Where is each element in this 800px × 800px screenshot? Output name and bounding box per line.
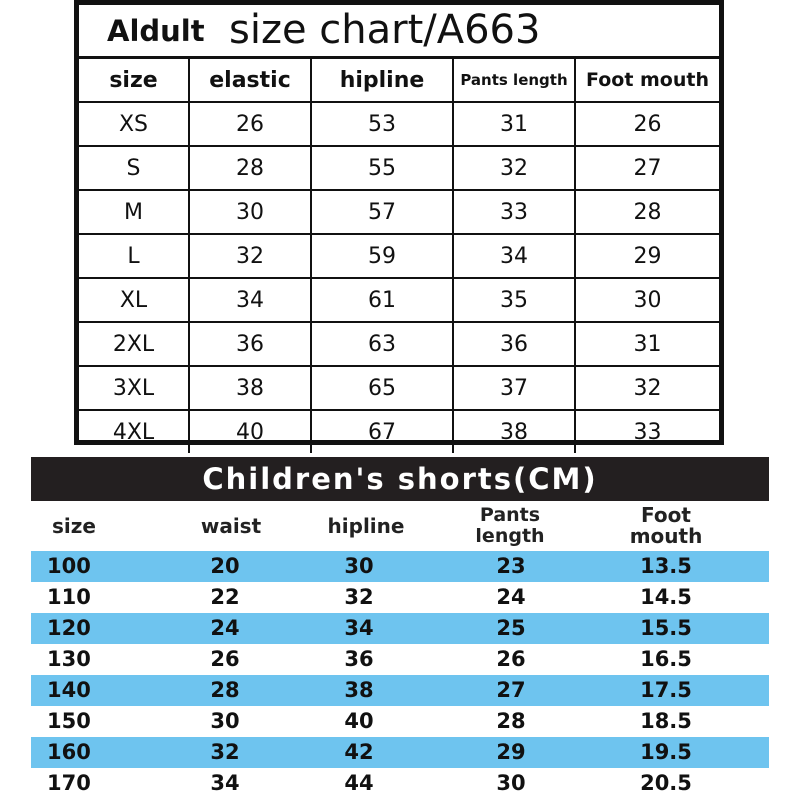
- adult-cell-hipline: 55: [311, 146, 453, 190]
- children-cell-hipline: 30: [344, 554, 374, 578]
- adult-cell-foot-mouth: 27: [575, 146, 719, 190]
- adult-title-label: Aldult: [107, 14, 205, 48]
- adult-cell-elastic: 32: [189, 234, 311, 278]
- adult-cell-pants-length: 34: [453, 234, 575, 278]
- children-chart-title: Children's shorts(CM): [31, 457, 769, 501]
- adult-cell-size: 2XL: [79, 322, 189, 366]
- adult-cell-pants-length: 32: [453, 146, 575, 190]
- adult-cell-foot-mouth: 33: [575, 410, 719, 453]
- children-size-table: [31, 551, 769, 799]
- children-header-row: [31, 501, 769, 551]
- children-cell-hipline: 38: [344, 678, 374, 702]
- adult-cell-foot-mouth: 29: [575, 234, 719, 278]
- adult-cell-foot-mouth: 31: [575, 322, 719, 366]
- adult-cell-foot-mouth: 30: [575, 278, 719, 322]
- table-row: [79, 234, 719, 278]
- table-row: [31, 551, 769, 582]
- children-cell-size: 160: [47, 740, 91, 764]
- table-row: [31, 737, 769, 768]
- table-row: [79, 146, 719, 190]
- adult-cell-elastic: 38: [189, 366, 311, 410]
- children-cell-waist: 22: [210, 585, 240, 609]
- children-cell-waist: 34: [210, 771, 240, 795]
- children-cell-waist: 32: [210, 740, 240, 764]
- adult-cell-pants-length: 38: [453, 410, 575, 453]
- children-cell-size: 140: [47, 678, 91, 702]
- adult-header-pants-length: Pants length: [453, 59, 575, 102]
- adult-cell-elastic: 28: [189, 146, 311, 190]
- adult-cell-size: XL: [79, 278, 189, 322]
- adult-cell-pants-length: 36: [453, 322, 575, 366]
- adult-size-table: [79, 59, 719, 453]
- adult-cell-hipline: 63: [311, 322, 453, 366]
- children-cell-hipline: 34: [344, 616, 374, 640]
- adult-chart-title: [79, 5, 719, 59]
- table-row: [31, 613, 769, 644]
- adult-cell-size: S: [79, 146, 189, 190]
- adult-cell-hipline: 67: [311, 410, 453, 453]
- adult-cell-foot-mouth: 32: [575, 366, 719, 410]
- adult-cell-elastic: 40: [189, 410, 311, 453]
- children-cell-waist: 26: [210, 647, 240, 671]
- children-cell-pants-length: 28: [496, 709, 526, 733]
- adult-cell-size: M: [79, 190, 189, 234]
- children-cell-size: 120: [47, 616, 91, 640]
- adult-cell-hipline: 53: [311, 102, 453, 146]
- table-row: [79, 366, 719, 410]
- adult-cell-foot-mouth: 28: [575, 190, 719, 234]
- children-cell-waist: 24: [210, 616, 240, 640]
- table-row: [31, 582, 769, 613]
- children-header-hipline: hipline: [327, 513, 405, 538]
- adult-cell-size: 4XL: [79, 410, 189, 453]
- children-cell-foot-mouth: 13.5: [640, 554, 692, 578]
- children-cell-hipline: 40: [344, 709, 374, 733]
- children-cell-pants-length: 26: [496, 647, 526, 671]
- table-row: [31, 644, 769, 675]
- children-cell-foot-mouth: 20.5: [640, 771, 692, 795]
- children-header-waist: waist: [200, 513, 262, 538]
- adult-cell-elastic: 36: [189, 322, 311, 366]
- children-cell-hipline: 36: [344, 647, 374, 671]
- children-header-foot-mouth-line1: Foot: [641, 503, 691, 527]
- adult-header-size: size: [79, 59, 189, 102]
- children-cell-waist: 28: [210, 678, 240, 702]
- adult-cell-size: L: [79, 234, 189, 278]
- children-cell-hipline: 44: [344, 771, 374, 795]
- children-cell-hipline: 32: [344, 585, 374, 609]
- adult-title-model: size chart/A663: [229, 7, 541, 53]
- children-header-pants-length-line2: length: [475, 525, 545, 547]
- children-header-foot-mouth-line2: mouth: [629, 524, 703, 548]
- children-cell-size: 170: [47, 771, 91, 795]
- children-cell-size: 150: [47, 709, 91, 733]
- children-cell-foot-mouth: 16.5: [640, 647, 692, 671]
- adult-cell-size: 3XL: [79, 366, 189, 410]
- adult-cell-pants-length: 37: [453, 366, 575, 410]
- children-cell-pants-length: 23: [496, 554, 526, 578]
- table-row: [79, 410, 719, 453]
- children-cell-foot-mouth: 15.5: [640, 616, 692, 640]
- children-cell-foot-mouth: 17.5: [640, 678, 692, 702]
- adult-header-row: [79, 59, 719, 102]
- children-header-size: size: [52, 513, 96, 538]
- children-header-foot-mouth: [591, 501, 741, 551]
- table-row: [31, 768, 769, 799]
- adult-cell-pants-length: 35: [453, 278, 575, 322]
- adult-cell-elastic: 34: [189, 278, 311, 322]
- adult-cell-pants-length: 31: [453, 102, 575, 146]
- children-cell-foot-mouth: 18.5: [640, 709, 692, 733]
- adult-cell-hipline: 65: [311, 366, 453, 410]
- children-cell-size: 100: [47, 554, 91, 578]
- adult-cell-hipline: 61: [311, 278, 453, 322]
- table-row: [79, 278, 719, 322]
- adult-cell-elastic: 30: [189, 190, 311, 234]
- adult-cell-hipline: 59: [311, 234, 453, 278]
- adult-cell-foot-mouth: 26: [575, 102, 719, 146]
- children-cell-pants-length: 27: [496, 678, 526, 702]
- table-row: [79, 102, 719, 146]
- adult-header-elastic: elastic: [189, 59, 311, 102]
- adult-cell-elastic: 26: [189, 102, 311, 146]
- table-row: [79, 190, 719, 234]
- children-cell-pants-length: 25: [496, 616, 526, 640]
- children-header-pants-length: [435, 501, 585, 551]
- children-cell-pants-length: 24: [496, 585, 526, 609]
- children-header-pants-length-line1: Pants: [479, 504, 541, 526]
- adult-size-chart: [74, 0, 724, 445]
- children-cell-size: 110: [47, 585, 91, 609]
- children-cell-pants-length: 30: [496, 771, 526, 795]
- children-cell-hipline: 42: [344, 740, 374, 764]
- children-cell-waist: 20: [210, 554, 240, 578]
- adult-header-foot-mouth: Foot mouth: [575, 59, 719, 102]
- table-row: [31, 706, 769, 737]
- children-cell-waist: 30: [210, 709, 240, 733]
- adult-cell-hipline: 57: [311, 190, 453, 234]
- table-row: [79, 322, 719, 366]
- adult-header-hipline: hipline: [311, 59, 453, 102]
- children-cell-size: 130: [47, 647, 91, 671]
- table-row: [31, 675, 769, 706]
- children-cell-foot-mouth: 19.5: [640, 740, 692, 764]
- adult-cell-size: XS: [79, 102, 189, 146]
- children-cell-foot-mouth: 14.5: [640, 585, 692, 609]
- adult-cell-pants-length: 33: [453, 190, 575, 234]
- children-cell-pants-length: 29: [496, 740, 526, 764]
